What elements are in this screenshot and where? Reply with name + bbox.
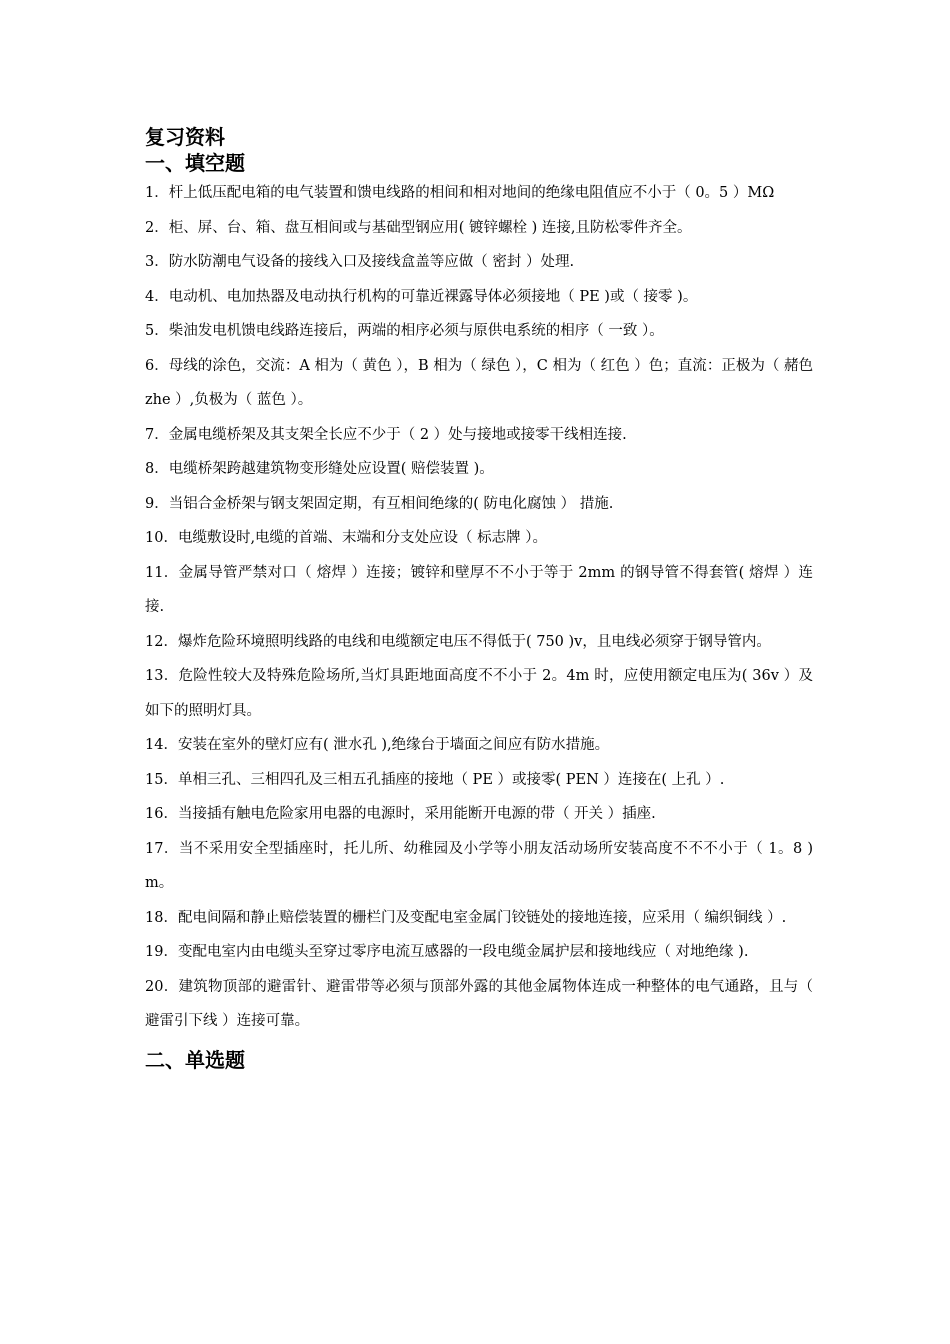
question-item: 6．母线的涂色，交流：A 相为（ 黄色 ），B 相为（ 绿色 ），C 相为（ 红色 ）色；直流：正极为（ 赭色 zhe ）,负极为（ 蓝色 ）。 <box>145 357 813 408</box>
question-item: 14．安装在室外的壁灯应有( 泄水孔 ),绝缘台于墙面之间应有防水措施。 <box>145 737 610 753</box>
question-item: 19．变配电室内由电缆头至穿过零序电流互感器的一段电缆金属护层和接地线应（ 对地绝缘 ). <box>145 944 749 960</box>
question-item: 10．电缆敷设时,电缆的首端、末端和分支处应设（ 标志牌 ）。 <box>145 530 548 546</box>
question-item: 4．电动机、电加热器及电动执行机构的可靠近裸露导体必须接地（ PE )或（ 接零 )。 <box>145 288 698 305</box>
question-item: 16．当接插有触电危险家用电器的电源时，采用能断开电源的带（ 开关 ）插座. <box>145 806 656 822</box>
document-page <box>145 124 813 1073</box>
question-item: 15．单相三孔、三相四孔及三相五孔插座的接地（ PE ）或接零( PEN ）连接在( 上孔 ）. <box>145 771 725 788</box>
question-item: 2．柜、屏、台、箱、盘互相间或与基础型钢应用( 镀锌螺栓 ) 连接,且防松零件齐全。 <box>145 219 692 236</box>
fill-in-blank-question-list <box>145 176 813 1039</box>
question-item: 8．电缆桥架跨越建筑物变形缝处应设置( 赔偿装置 )。 <box>145 461 494 477</box>
question-item: 9．当铝合金桥架与钢支架固定期，有互相间绝缘的( 防电化腐蚀 ） 措施. <box>145 495 614 512</box>
question-item: 12．爆炸危险环境照明线路的电线和电缆额定电压不得低于( 750 )v，且电线必须穿于钢导管内。 <box>145 633 771 650</box>
question-item: 7．金属电缆桥架及其支架全长应不少于（ 2 ）处与接地或接零干线相连接. <box>145 426 627 443</box>
question-item: 11．金属导管严禁对口（ 熔焊 ）连接；镀锌和壁厚不不小于等于 2mm 的钢导管不得套管( 熔焊 ）连接. <box>145 564 813 615</box>
section-heading-fill-in-blank: 一、填空题 <box>145 151 245 175</box>
question-item: 18．配电间隔和静止赔偿装置的栅栏门及变配电室金属门铰链处的接地连接，应采用（ 编织铜线 ）. <box>145 909 787 926</box>
question-item: 20．建筑物顶部的避雷针、避雷带等必须与顶部外露的其他金属物体连成一种整体的电气通路，且与（ 避雷引下线 ）连接可靠。 <box>145 978 813 1029</box>
question-item: 13．危险性较大及特殊危险场所,当灯具距地面高度不不小于 2。4m 时，应使用额定电压为( 36v ）及如下的照明灯具。 <box>145 668 813 719</box>
document-title: 复习资料 <box>145 125 225 149</box>
section-heading-single-choice: 二、单选题 <box>145 1047 245 1072</box>
question-item: 17．当不采用安全型插座时，托儿所、幼稚园及小学等小朋友活动场所安装高度不不不小于（ 1。8 )m。 <box>145 840 813 891</box>
question-item: 1．杆上低压配电箱的电气装置和馈电线路的相间和相对地间的绝缘电阻值应不小于（ 0。5 ）MΩ <box>145 185 775 201</box>
question-item: 5．柴油发电机馈电线路连接后，两端的相序必须与原供电系统的相序（ 一致 ）。 <box>145 323 664 339</box>
question-item: 3．防水防潮电气设备的接线入口及接线盒盖等应做（ 密封 ）处理. <box>145 254 575 270</box>
